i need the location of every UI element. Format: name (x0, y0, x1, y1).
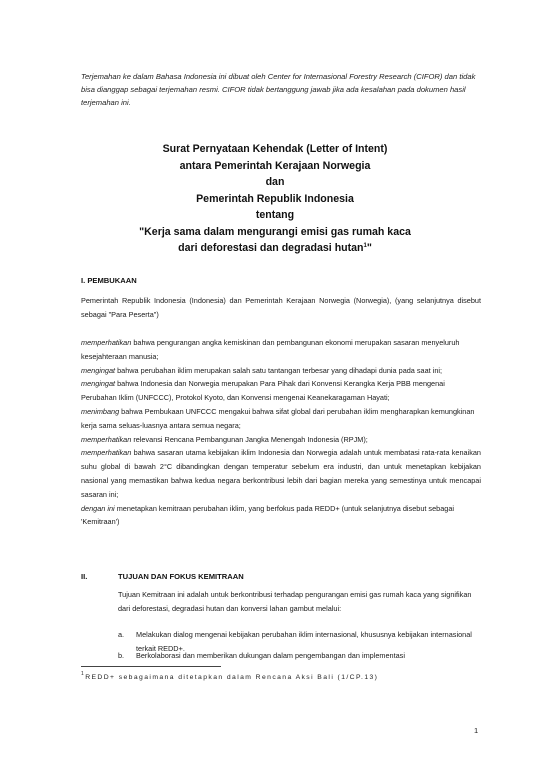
list-marker: b. (118, 651, 125, 660)
title-line-text: dari deforestasi dan degradasi hutan (178, 242, 364, 254)
clause-text: bahwa Pembukaan UNFCCC mengakui bahwa sifat global dari perubahan iklim mengharapkan kemungkinan kerja sama seluas-luasnya antara semua negara; (81, 406, 475, 430)
clause-lead: memperhatikan (81, 434, 132, 444)
clause-text: menetapkan kemitraan perubahan iklim, yang berfokus pada REDD+ (untuk selanjutnya disebut sebagai 'Kemitraan') (81, 503, 454, 527)
preamble-clause (81, 433, 481, 447)
section-number: II. (81, 572, 88, 581)
title-line: antara Pemerintah Kerajaan Norwegia (179, 159, 371, 172)
footnote-divider (81, 666, 221, 667)
translation-disclaimer: Terjemahan ke dalam Bahasa Indonesia ini dibuat oleh Center for Internasional Forestry Research (CIFOR) dan tidak bisa dianggap sebagai terjemahan resmi. CIFOR tidak bertanggung jawab jika ada kesalahan pada dokumen hasil terjemahan ini. (81, 72, 476, 107)
preamble-clauses (81, 336, 481, 529)
title-line: Surat Pernyataan Kehendak (Letter of Intent) (162, 143, 388, 155)
clause-text: bahwa sasaran utama kebijakan iklim Indonesia dan Norwegia adalah untuk membatasi rata-rata kenaikan suhu global di bawah 2°C dibandingkan dengan temperatur sebelum era industri, dan untuk menetapkan kebijakan nasional yang memastikan bahwa kedua negara berkontribusi lebih dari bagian mereka yang semestinya untuk mencapai sasaran ini; (81, 448, 481, 499)
footnote-number: 1 (81, 671, 86, 677)
list-item (118, 649, 481, 663)
opening-paragraph: Pemerintah Republik Indonesia (Indonesia) dan Pemerintah Kerajaan Norwegia (Norwegia), (yang selanjutnya disebut sebagai "Para Peserta") (81, 296, 481, 319)
list-item-text: Berkolaborasi dan memberikan dukungan dalam pengembangan dan implementasi (136, 651, 405, 660)
preamble-clause (81, 502, 481, 530)
title-line (81, 240, 469, 257)
clause-text: bahwa pengurangan angka kemiskinan dan pembangunan ekonomi merupakan sasaran menyeluruh kesejahteraan manusia; (81, 338, 460, 361)
title-line: "Kerja sama dalam mengurangi emisi gas rumah kaca (139, 225, 411, 238)
section-heading: TUJUAN DAN FOKUS KEMITRAAN (118, 572, 244, 581)
clause-lead: mengingat (81, 379, 116, 389)
title-line-end: " (366, 242, 372, 254)
footnote-ref: 1 (363, 243, 367, 249)
title-line: Pemerintah Republik Indonesia (196, 192, 354, 205)
footnote (81, 671, 379, 681)
clause-lead: menimbang (81, 406, 120, 416)
clause-lead: mengingat (81, 365, 116, 375)
document-title (81, 141, 469, 257)
list-marker: a. (118, 630, 125, 639)
title-line: tentang (255, 209, 295, 221)
section-intro: Tujuan Kemitraan ini adalah untuk berkontribusi terhadap pengurangan emisi gas rumah kaca yang signifikan dari deforestasi, degradasi hutan dan konversi lahan gambut melalui: (118, 590, 472, 613)
clause-lead: memperhatikan (81, 448, 132, 458)
preamble-clause (81, 405, 481, 433)
preamble-clause (81, 336, 481, 364)
title-line: dan (265, 176, 285, 188)
section-heading: I. PEMBUKAAN (81, 276, 137, 285)
clause-lead: memperhatikan (81, 338, 132, 347)
clause-text: relevansi Rencana Pembangunan Jangka Menengah Indonesia (RPJM); (131, 434, 368, 444)
clause-text: bahwa Indonesia dan Norwegia merupakan Para Pihak dari Konvensi Kerangka Kerja PBB mengenai Perubahan Iklim (UNFCCC), Protokol Kyoto, dan Konvensi mengenai Keanekaragaman Hayati; (81, 379, 445, 403)
list-item-text: Melakukan dialog mengenai kebijakan perubahan iklim internasional, khususnya kebijakan internasional terkait REDD+. (136, 630, 472, 653)
clause-text: bahwa perubahan iklim merupakan salah satu tantangan terbesar yang dihadapi dunia pada saat ini; (115, 365, 443, 375)
preamble-clause (81, 377, 481, 405)
footnote-text: REDD+ sebagaimana ditetapkan dalam Rencana Aksi Bali (1/CP.13) (85, 674, 379, 681)
preamble-clause (81, 364, 481, 378)
preamble-clause (81, 446, 481, 501)
clause-lead: dengan ini (81, 503, 115, 513)
page-number: 1 (474, 726, 479, 735)
